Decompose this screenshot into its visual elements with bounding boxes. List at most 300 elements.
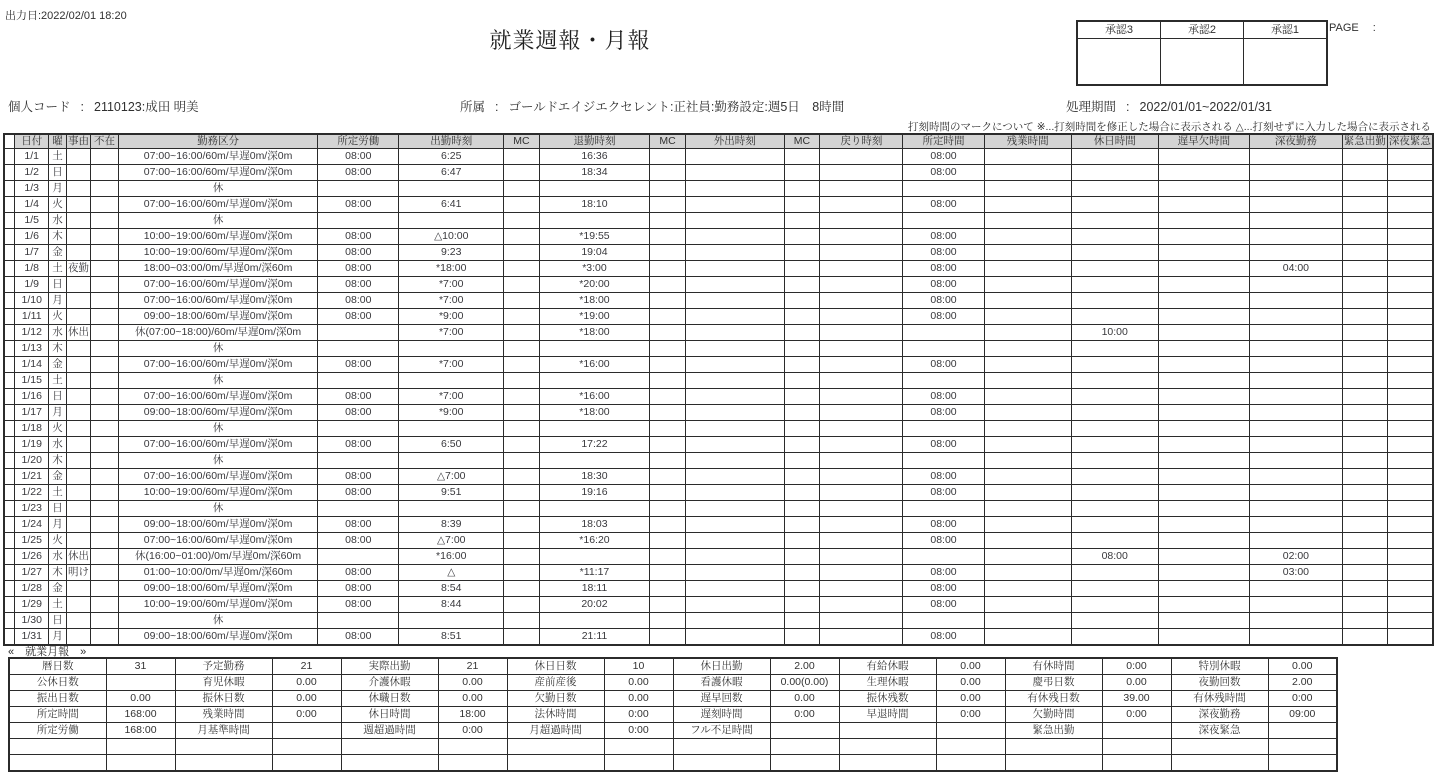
- cell-clock-in: 8:39: [399, 517, 504, 533]
- cell-mc3: [784, 277, 820, 293]
- cell-go-out: [685, 565, 784, 581]
- summary-label: 法休時間: [507, 707, 604, 723]
- cell-return: [820, 437, 903, 453]
- summary-value: 0:00: [1268, 691, 1337, 707]
- cell-go-out: [685, 325, 784, 341]
- cell-scheduled-time: 08:00: [903, 533, 984, 549]
- cell-mc1: [504, 373, 540, 389]
- column-header-go-out: 外出時刻: [685, 134, 784, 149]
- cell-clock-in: *7:00: [399, 277, 504, 293]
- summary-value: 0.00: [936, 658, 1005, 675]
- summary-value: 0.00: [936, 675, 1005, 691]
- info-line: [0, 97, 1434, 115]
- summary-value: 31: [106, 658, 175, 675]
- cell-night-work: [1249, 597, 1342, 613]
- monthly-report-label: « 就業月報 »: [8, 646, 87, 658]
- cell-select: [4, 325, 15, 341]
- cell-night-emergency: [1387, 469, 1433, 485]
- approval-box-row: [1077, 39, 1327, 86]
- table-row: [4, 549, 1433, 565]
- column-header-holiday-time: 休日時間: [1071, 134, 1158, 149]
- column-header-scheduled-work: 所定労働: [318, 134, 399, 149]
- summary-value: [770, 739, 839, 755]
- summary-label: 残業時間: [175, 707, 272, 723]
- cell-overtime: [984, 197, 1071, 213]
- cell-mc1: [504, 533, 540, 549]
- table-row: [4, 357, 1433, 373]
- summary-label: [839, 739, 936, 755]
- cell-weekday: 金: [49, 357, 67, 373]
- personal-code-label: 個人コード: [8, 100, 71, 114]
- cell-scheduled-time: 08:00: [903, 165, 984, 181]
- cell-select: [4, 421, 15, 437]
- cell-night-work: [1249, 357, 1342, 373]
- cell-holiday-time: [1071, 309, 1158, 325]
- column-header-weekday: 曜: [49, 134, 67, 149]
- cell-night-work: [1249, 181, 1342, 197]
- cell-holiday-time: 10:00: [1071, 325, 1158, 341]
- cell-return: [820, 501, 903, 517]
- summary-label: フル不足時間: [673, 723, 770, 739]
- cell-mc3: [784, 405, 820, 421]
- cell-work-type: 休: [118, 181, 317, 197]
- cell-mc1: [504, 341, 540, 357]
- cell-emergency: [1342, 597, 1387, 613]
- cell-absence: [91, 517, 119, 533]
- cell-go-out: [685, 453, 784, 469]
- cell-go-out: [685, 373, 784, 389]
- cell-work-type: 休: [118, 213, 317, 229]
- summary-label: 有休残日数: [1005, 691, 1102, 707]
- cell-date: 1/18: [15, 421, 49, 437]
- cell-night-emergency: [1387, 485, 1433, 501]
- table-row: [4, 597, 1433, 613]
- cell-go-out: [685, 277, 784, 293]
- summary-label: 深夜緊急: [1171, 723, 1268, 739]
- cell-scheduled-work: 08:00: [318, 309, 399, 325]
- cell-emergency: [1342, 165, 1387, 181]
- summary-row: [9, 707, 1337, 723]
- cell-night-emergency: [1387, 373, 1433, 389]
- cell-clock-out: *19:00: [539, 309, 650, 325]
- cell-emergency: [1342, 517, 1387, 533]
- column-header-clock-in: 出勤時刻: [399, 134, 504, 149]
- cell-select: [4, 373, 15, 389]
- cell-scheduled-work: 08:00: [318, 245, 399, 261]
- summary-value: 0:00: [604, 723, 673, 739]
- cell-holiday-time: [1071, 293, 1158, 309]
- cell-emergency: [1342, 181, 1387, 197]
- cell-mc3: [784, 437, 820, 453]
- summary-value: 0.00: [438, 675, 507, 691]
- department-value: ゴールドエイジエクセレント:正社員:勤務設定:週5日 8時間: [508, 100, 845, 114]
- cell-reason: [67, 613, 91, 629]
- cell-overtime: [984, 565, 1071, 581]
- summary-row: [9, 723, 1337, 739]
- summary-label: 育児休暇: [175, 675, 272, 691]
- cell-clock-out: *16:20: [539, 533, 650, 549]
- cell-mc1: [504, 245, 540, 261]
- cell-emergency: [1342, 453, 1387, 469]
- personal-code-value: 2110123:成田 明美: [94, 100, 199, 114]
- cell-holiday-time: 08:00: [1071, 549, 1158, 565]
- cell-scheduled-time: 08:00: [903, 565, 984, 581]
- cell-date: 1/28: [15, 581, 49, 597]
- cell-weekday: 火: [49, 533, 67, 549]
- summary-value: [1268, 739, 1337, 755]
- cell-mc1: [504, 181, 540, 197]
- cell-overtime: [984, 517, 1071, 533]
- summary-label: [673, 755, 770, 772]
- cell-select: [4, 597, 15, 613]
- cell-date: 1/31: [15, 629, 49, 646]
- cell-scheduled-work: [318, 453, 399, 469]
- cell-work-type: 07:00~16:00/60m/早遅0m/深0m: [118, 389, 317, 405]
- cell-select: [4, 565, 15, 581]
- cell-scheduled-work: [318, 213, 399, 229]
- cell-reason: [67, 197, 91, 213]
- summary-label: 月基準時間: [175, 723, 272, 739]
- column-header-absence: 不在: [91, 134, 119, 149]
- cell-clock-in: *9:00: [399, 405, 504, 421]
- cell-holiday-time: [1071, 197, 1158, 213]
- cell-late-early-absence: [1158, 405, 1249, 421]
- summary-label: 生理休暇: [839, 675, 936, 691]
- cell-clock-in: *7:00: [399, 389, 504, 405]
- cell-scheduled-time: [903, 453, 984, 469]
- cell-holiday-time: [1071, 453, 1158, 469]
- cell-scheduled-time: 08:00: [903, 261, 984, 277]
- summary-row: [9, 739, 1337, 755]
- cell-night-emergency: [1387, 309, 1433, 325]
- cell-go-out: [685, 389, 784, 405]
- cell-date: 1/17: [15, 405, 49, 421]
- cell-emergency: [1342, 533, 1387, 549]
- cell-go-out: [685, 597, 784, 613]
- summary-label: 産前産後: [507, 675, 604, 691]
- cell-reason: [67, 293, 91, 309]
- cell-reason: [67, 149, 91, 165]
- summary-label: 緊急出勤: [1005, 723, 1102, 739]
- column-header-mc3: MC: [784, 134, 820, 149]
- cell-return: [820, 405, 903, 421]
- cell-weekday: 土: [49, 485, 67, 501]
- approval-label-row: [1077, 21, 1327, 39]
- cell-date: 1/21: [15, 469, 49, 485]
- cell-absence: [91, 373, 119, 389]
- summary-value: 0.00: [770, 691, 839, 707]
- cell-select: [4, 613, 15, 629]
- cell-date: 1/15: [15, 373, 49, 389]
- table-row: [4, 485, 1433, 501]
- cell-overtime: [984, 453, 1071, 469]
- cell-emergency: [1342, 261, 1387, 277]
- cell-go-out: [685, 165, 784, 181]
- cell-return: [820, 277, 903, 293]
- cell-night-emergency: [1387, 357, 1433, 373]
- cell-late-early-absence: [1158, 629, 1249, 646]
- cell-night-work: [1249, 453, 1342, 469]
- cell-mc1: [504, 357, 540, 373]
- table-row: [4, 501, 1433, 517]
- cell-go-out: [685, 213, 784, 229]
- column-header-scheduled-time: 所定時間: [903, 134, 984, 149]
- cell-night-emergency: [1387, 181, 1433, 197]
- cell-night-work: [1249, 149, 1342, 165]
- cell-scheduled-time: 08:00: [903, 149, 984, 165]
- cell-emergency: [1342, 229, 1387, 245]
- cell-work-type: 07:00~16:00/60m/早遅0m/深0m: [118, 437, 317, 453]
- cell-overtime: [984, 533, 1071, 549]
- cell-clock-in: *7:00: [399, 293, 504, 309]
- cell-overtime: [984, 149, 1071, 165]
- cell-go-out: [685, 357, 784, 373]
- cell-mc2: [650, 405, 686, 421]
- summary-value: [438, 739, 507, 755]
- cell-overtime: [984, 325, 1071, 341]
- summary-label: 休日日数: [507, 658, 604, 675]
- cell-night-emergency: [1387, 229, 1433, 245]
- cell-go-out: [685, 309, 784, 325]
- cell-clock-out: 19:04: [539, 245, 650, 261]
- cell-scheduled-time: [903, 325, 984, 341]
- cell-scheduled-time: 08:00: [903, 389, 984, 405]
- cell-clock-out: [539, 613, 650, 629]
- period-value: 2022/01/01~2022/01/31: [1139, 100, 1272, 114]
- summary-label: 休職日数: [341, 691, 438, 707]
- cell-mc2: [650, 357, 686, 373]
- cell-scheduled-time: 08:00: [903, 517, 984, 533]
- summary-label: 振出日数: [9, 691, 106, 707]
- cell-absence: [91, 277, 119, 293]
- cell-absence: [91, 629, 119, 646]
- cell-late-early-absence: [1158, 469, 1249, 485]
- cell-mc3: [784, 341, 820, 357]
- cell-emergency: [1342, 405, 1387, 421]
- cell-mc1: [504, 629, 540, 646]
- cell-weekday: 火: [49, 309, 67, 325]
- cell-clock-in: *16:00: [399, 549, 504, 565]
- cell-scheduled-work: 08:00: [318, 581, 399, 597]
- cell-weekday: 金: [49, 581, 67, 597]
- cell-work-type: 休: [118, 613, 317, 629]
- cell-holiday-time: [1071, 261, 1158, 277]
- cell-mc1: [504, 309, 540, 325]
- column-header-work-type: 勤務区分: [118, 134, 317, 149]
- summary-label: 有給休暇: [839, 658, 936, 675]
- cell-weekday: 日: [49, 389, 67, 405]
- cell-night-emergency: [1387, 421, 1433, 437]
- cell-weekday: 土: [49, 261, 67, 277]
- personal-code-group: [8, 97, 199, 115]
- summary-label: 所定労働: [9, 723, 106, 739]
- cell-date: 1/30: [15, 613, 49, 629]
- cell-late-early-absence: [1158, 549, 1249, 565]
- cell-night-work: [1249, 517, 1342, 533]
- cell-mc1: [504, 597, 540, 613]
- cell-mc2: [650, 149, 686, 165]
- cell-night-emergency: [1387, 565, 1433, 581]
- summary-label: [1171, 739, 1268, 755]
- cell-go-out: [685, 149, 784, 165]
- cell-clock-out: 19:16: [539, 485, 650, 501]
- cell-select: [4, 149, 15, 165]
- summary-label: 遅早回数: [673, 691, 770, 707]
- cell-absence: [91, 469, 119, 485]
- cell-go-out: [685, 517, 784, 533]
- cell-absence: [91, 597, 119, 613]
- cell-clock-out: 16:36: [539, 149, 650, 165]
- cell-weekday: 水: [49, 213, 67, 229]
- cell-emergency: [1342, 373, 1387, 389]
- cell-late-early-absence: [1158, 613, 1249, 629]
- cell-mc1: [504, 581, 540, 597]
- cell-holiday-time: [1071, 469, 1158, 485]
- cell-mc3: [784, 389, 820, 405]
- table-row: [4, 277, 1433, 293]
- cell-mc2: [650, 485, 686, 501]
- cell-weekday: 木: [49, 341, 67, 357]
- cell-night-work: [1249, 165, 1342, 181]
- cell-return: [820, 213, 903, 229]
- summary-label: 公休日数: [9, 675, 106, 691]
- cell-select: [4, 357, 15, 373]
- table-row: [4, 629, 1433, 646]
- cell-scheduled-work: [318, 341, 399, 357]
- cell-late-early-absence: [1158, 373, 1249, 389]
- cell-select: [4, 405, 15, 421]
- cell-work-type: 07:00~16:00/60m/早遅0m/深0m: [118, 533, 317, 549]
- column-header-clock-out: 退勤時刻: [539, 134, 650, 149]
- summary-label: [341, 739, 438, 755]
- cell-clock-out: [539, 453, 650, 469]
- cell-clock-out: *18:00: [539, 293, 650, 309]
- cell-overtime: [984, 181, 1071, 197]
- cell-scheduled-work: [318, 549, 399, 565]
- cell-emergency: [1342, 293, 1387, 309]
- cell-late-early-absence: [1158, 181, 1249, 197]
- approval-label-2: 承認2: [1161, 21, 1244, 39]
- cell-holiday-time: [1071, 389, 1158, 405]
- cell-mc2: [650, 277, 686, 293]
- cell-absence: [91, 437, 119, 453]
- cell-select: [4, 197, 15, 213]
- table-row: [4, 421, 1433, 437]
- cell-go-out: [685, 293, 784, 309]
- cell-mc3: [784, 517, 820, 533]
- cell-overtime: [984, 613, 1071, 629]
- cell-clock-out: 18:30: [539, 469, 650, 485]
- cell-emergency: [1342, 469, 1387, 485]
- cell-night-work: [1249, 469, 1342, 485]
- summary-value: [272, 739, 341, 755]
- cell-night-work: [1249, 277, 1342, 293]
- cell-night-work: [1249, 581, 1342, 597]
- column-header-return: 戻り時刻: [820, 134, 903, 149]
- column-header-night-work: 深夜勤務: [1249, 134, 1342, 149]
- summary-label: 週超過時間: [341, 723, 438, 739]
- cell-absence: [91, 341, 119, 357]
- cell-mc3: [784, 453, 820, 469]
- cell-date: 1/24: [15, 517, 49, 533]
- column-header-reason: 事由: [68, 135, 89, 147]
- cell-weekday: 土: [49, 149, 67, 165]
- cell-reason: [67, 581, 91, 597]
- cell-absence: [91, 581, 119, 597]
- table-row: [4, 533, 1433, 549]
- cell-select: [4, 549, 15, 565]
- cell-absence: [91, 149, 119, 165]
- cell-mc2: [650, 421, 686, 437]
- summary-value: 18:00: [438, 707, 507, 723]
- cell-night-emergency: [1387, 437, 1433, 453]
- table-row: [4, 213, 1433, 229]
- cell-night-work: [1249, 229, 1342, 245]
- cell-late-early-absence: [1158, 421, 1249, 437]
- cell-holiday-time: [1071, 565, 1158, 581]
- cell-mc1: [504, 277, 540, 293]
- cell-night-emergency: [1387, 613, 1433, 629]
- cell-scheduled-time: 08:00: [903, 469, 984, 485]
- cell-clock-out: [539, 501, 650, 517]
- summary-row: [9, 755, 1337, 772]
- cell-clock-in: 9:23: [399, 245, 504, 261]
- table-row: [4, 149, 1433, 165]
- cell-absence: [91, 485, 119, 501]
- summary-value: 0.00: [1268, 658, 1337, 675]
- cell-scheduled-time: 08:00: [903, 597, 984, 613]
- cell-clock-in: [399, 453, 504, 469]
- cell-holiday-time: [1071, 181, 1158, 197]
- cell-absence: [91, 405, 119, 421]
- summary-value: 168:00: [106, 723, 175, 739]
- cell-go-out: [685, 629, 784, 646]
- summary-value: 10: [604, 658, 673, 675]
- cell-clock-in: 9:51: [399, 485, 504, 501]
- cell-scheduled-work: 08:00: [318, 293, 399, 309]
- cell-night-emergency: [1387, 389, 1433, 405]
- cell-mc1: [504, 565, 540, 581]
- summary-label: 休日時間: [341, 707, 438, 723]
- cell-scheduled-work: 08:00: [318, 389, 399, 405]
- cell-scheduled-time: 08:00: [903, 629, 984, 646]
- cell-late-early-absence: [1158, 309, 1249, 325]
- cell-mc3: [784, 229, 820, 245]
- cell-overtime: [984, 293, 1071, 309]
- table-row: [4, 293, 1433, 309]
- cell-night-emergency: [1387, 581, 1433, 597]
- cell-scheduled-time: 08:00: [903, 357, 984, 373]
- cell-clock-out: 18:10: [539, 197, 650, 213]
- cell-date: 1/22: [15, 485, 49, 501]
- cell-scheduled-work: 08:00: [318, 165, 399, 181]
- summary-value: 21: [438, 658, 507, 675]
- cell-work-type: 07:00~16:00/60m/早遅0m/深0m: [118, 357, 317, 373]
- cell-select: [4, 581, 15, 597]
- summary-label: 有休時間: [1005, 658, 1102, 675]
- cell-work-type: 10:00~19:00/60m/早遅0m/深0m: [118, 485, 317, 501]
- cell-weekday: 火: [49, 421, 67, 437]
- cell-clock-out: 21:11: [539, 629, 650, 646]
- cell-work-type: 07:00~16:00/60m/早遅0m/深0m: [118, 149, 317, 165]
- cell-mc2: [650, 181, 686, 197]
- cell-select: [4, 341, 15, 357]
- approval-box-2: [1161, 39, 1244, 86]
- cell-absence: [91, 501, 119, 517]
- cell-overtime: [984, 213, 1071, 229]
- summary-label: 早退時間: [839, 707, 936, 723]
- cell-mc1: [504, 453, 540, 469]
